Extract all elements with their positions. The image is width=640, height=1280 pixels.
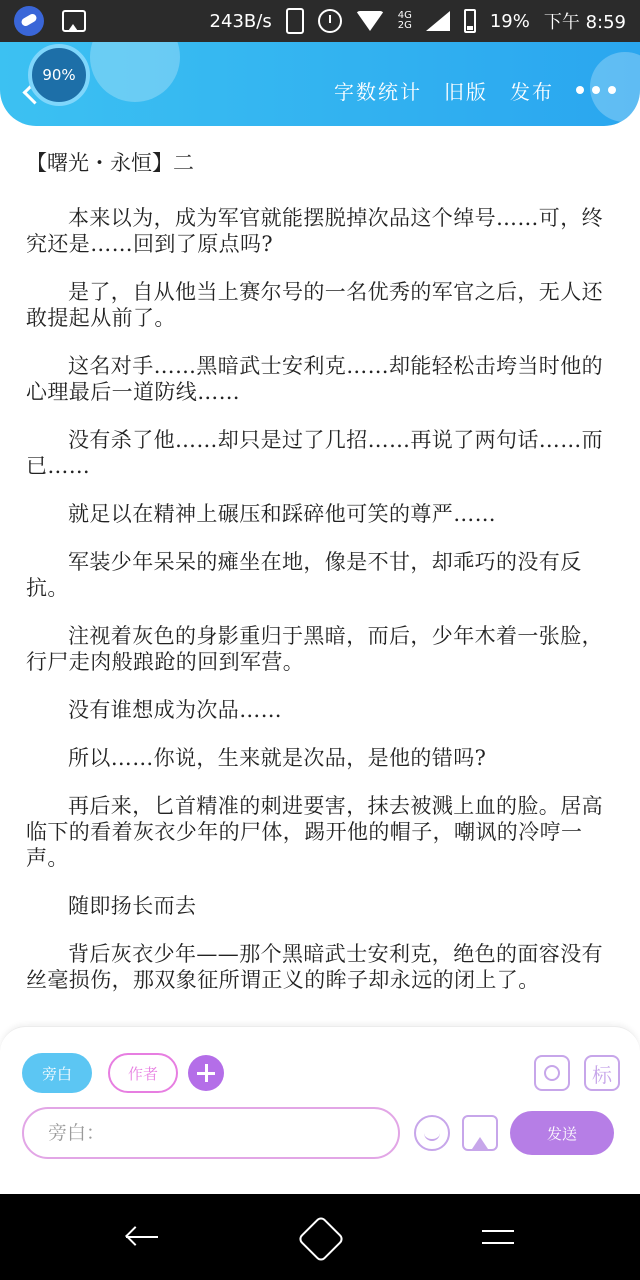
story-paragraph: 背后灰衣少年——那个黑暗武士安利克，绝色的面容没有丝毫损伤，那双象征所谓正义的眸子却永远的闭上了。 [26, 942, 603, 992]
story-paragraph: 军装少年呆呆的瘫坐在地，像是不甘，却乖巧的没有反抗。 [26, 550, 582, 600]
tag-icon[interactable]: 标 [584, 1055, 620, 1091]
more-icon[interactable] [576, 86, 616, 96]
word-count-button[interactable]: 字数统计 [334, 80, 422, 104]
app-notification-icon [14, 6, 44, 36]
story-paragraph: 没有杀了他……却只是过了几招……再说了两句话……而已…… [26, 428, 603, 478]
emoji-icon[interactable] [414, 1115, 450, 1151]
publish-button[interactable]: 发布 [510, 80, 554, 104]
composer-panel [0, 1026, 640, 1195]
story-paragraph: 再后来，匕首精准的刺进要害，抹去被溅上血的脸。居高临下的看着灰衣少年的尸体，踢开他的帽子，嘲讽的冷哼一声。 [26, 794, 603, 870]
alarm-icon [318, 9, 342, 33]
nav-recent-icon[interactable] [482, 1222, 516, 1252]
message-input[interactable] [22, 1107, 400, 1159]
story-paragraph: 本来以为，成为军官就能摆脱掉次品这个绰号……可，终究还是……回到了原点吗? [26, 206, 603, 256]
story-content [26, 150, 610, 1015]
chapter-title: 【曙光・永恒】二 [26, 151, 194, 175]
nav-back-icon[interactable] [124, 1222, 160, 1252]
progress-ring: 90% [28, 44, 90, 106]
narrator-role-button[interactable]: 旁白 [22, 1053, 92, 1093]
story-paragraph: 是了，自从他当上赛尔号的一名优秀的军官之后，无人还敢提起从前了。 [26, 280, 603, 330]
vibrate-icon [286, 8, 304, 34]
signal-icon [426, 11, 450, 31]
nav-home-icon[interactable] [297, 1215, 345, 1263]
network-type: 4G 2G [397, 10, 412, 31]
old-version-button[interactable]: 旧版 [444, 80, 488, 104]
editor-header [0, 42, 640, 126]
image-icon[interactable] [462, 1115, 498, 1151]
story-paragraph: 所以……你说，生来就是次品，是他的错吗? [68, 746, 487, 770]
network-speed: 243B/s [209, 10, 272, 32]
battery-percent: 19% [489, 10, 530, 32]
gallery-notification-icon [62, 10, 86, 32]
decor-bubble [90, 42, 180, 102]
battery-icon [464, 9, 476, 33]
author-role-button[interactable]: 作者 [108, 1053, 178, 1093]
status-bar [0, 0, 640, 42]
story-paragraph: 这名对手……黑暗武士安利克……却能轻松击垮当时他的心理最后一道防线…… [26, 354, 603, 404]
story-paragraph: 就足以在精神上碾压和踩碎他可笑的尊严…… [68, 502, 496, 526]
clock: 下午 8:59 [543, 12, 626, 33]
story-paragraph: 注视着灰色的身影重归于黑暗，而后，少年木着一张脸，行尸走肉般踉跄的回到军营。 [26, 624, 603, 674]
add-role-icon[interactable] [188, 1055, 224, 1091]
wifi-icon [356, 11, 384, 31]
send-button[interactable]: 发送 [510, 1111, 614, 1155]
character-icon[interactable] [534, 1055, 570, 1091]
story-paragraph: 没有谁想成为次品…… [68, 698, 282, 722]
system-nav-bar [0, 1194, 640, 1280]
story-paragraph: 随即扬长而去 [68, 894, 197, 918]
